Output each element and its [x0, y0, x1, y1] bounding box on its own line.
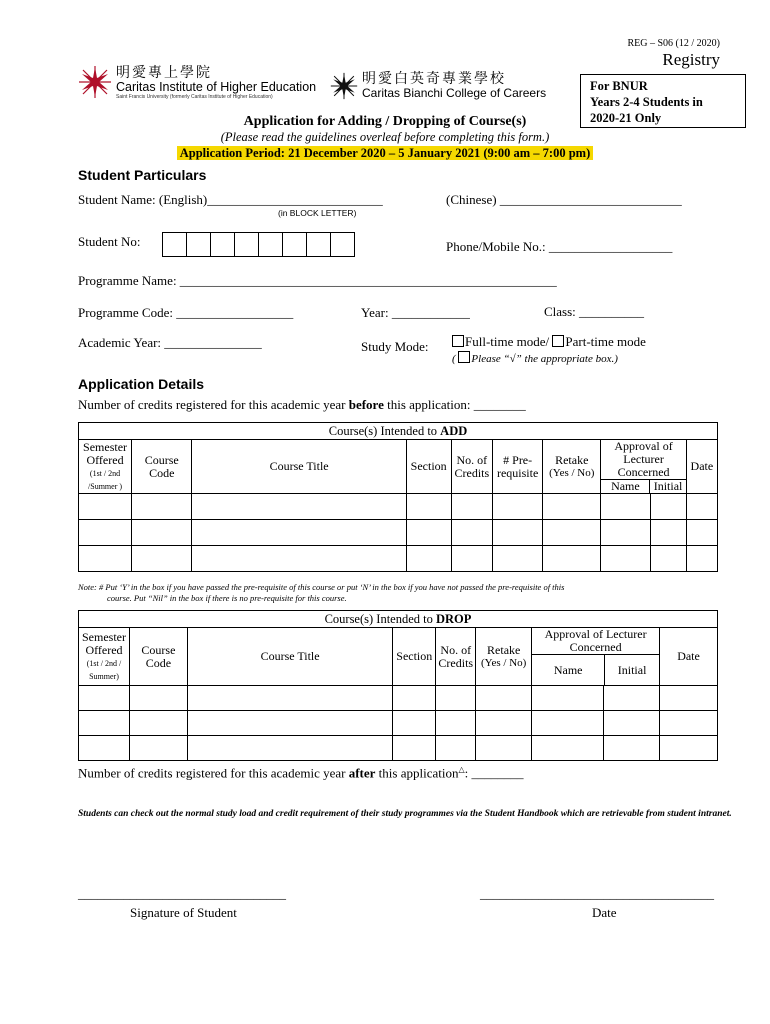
credits-header: No. of Credits [451, 440, 493, 494]
digit-box[interactable] [162, 232, 187, 257]
cbcc-chinese-name: 明愛白英奇專業學校 [362, 71, 506, 87]
form-reference: REG – S06 (12 / 2020) [627, 38, 720, 49]
drop-table-caption: Course(s) Intended to DROP [79, 611, 718, 628]
section-header: Section [393, 628, 436, 686]
table-row[interactable] [79, 736, 718, 761]
date-label: Date [592, 905, 617, 920]
retake-header: Retake (Yes / No) [476, 628, 532, 686]
drop-courses-table [78, 610, 718, 761]
audience-line: 2020-21 Only [590, 111, 662, 125]
part-time-checkbox[interactable] [552, 335, 564, 347]
table-row[interactable] [79, 686, 718, 711]
full-time-label: Full-time mode/ [465, 334, 553, 349]
student-no-label: Student No: [78, 234, 141, 249]
table-row[interactable] [79, 546, 718, 572]
date-header: Date [660, 628, 718, 686]
course-title-header: Course Title [192, 440, 406, 494]
tick-instruction: ( Please “√” the appropriate box.) [452, 353, 618, 365]
retake-header: Retake (Yes / No) [543, 440, 601, 494]
caritas-cross-icon [330, 72, 358, 100]
credits-before-field[interactable]: Number of credits registered for this academic year before this application: ________ [78, 397, 526, 412]
programme-code-field[interactable]: Programme Code: __________________ [78, 305, 294, 320]
prerequisite-note: Note: # Put ‘Y’ in the box if you have passed the pre-requisite of this course or put ‘N’ in the box if you have not passed the pre-requisite of this course. Put “Nil” in the box if there is no pre-requisite for this course. [78, 582, 565, 603]
audience-line: For BNUR [590, 79, 648, 93]
course-code-header: Course Code [132, 440, 192, 494]
signature-label: Signature of Student [130, 905, 237, 920]
cbcc-english-name: Caritas Bianchi College of Careers [362, 86, 547, 100]
section-header: Section [406, 440, 451, 494]
study-mode-label: Study Mode: [361, 339, 429, 354]
semester-header: Semester Offered (1st / 2nd /Summer ) [79, 440, 132, 494]
credits-after-field[interactable]: Number of credits registered for this academic year after this application△: ________ [78, 765, 524, 781]
cihe-logo [78, 66, 316, 100]
table-row[interactable] [79, 711, 718, 736]
study-mode-options [452, 334, 646, 350]
table-row[interactable] [79, 520, 718, 546]
course-title-header: Course Title [187, 628, 392, 686]
programme-name-field[interactable]: Programme Name: __________________________________________________________ [78, 273, 557, 288]
semester-header: Semester Offered (1st / 2nd / Summer) [79, 628, 130, 686]
form-title: Application for Adding / Dropping of Course(s) [243, 114, 527, 129]
part-time-label: Part-time mode [565, 334, 646, 349]
add-courses-table [78, 422, 718, 572]
digit-box[interactable] [330, 232, 355, 257]
digit-box[interactable] [234, 232, 259, 257]
add-table-caption: Course(s) Intended to ADD [79, 423, 718, 440]
date-line[interactable]: ____________________________________ [480, 886, 714, 901]
signature-line[interactable]: ________________________________ [78, 886, 286, 901]
year-field[interactable]: Year: ____________ [361, 305, 470, 320]
class-field[interactable]: Class: __________ [544, 304, 645, 319]
prerequisite-header: # Pre- requisite [493, 440, 543, 494]
cihe-tagline: Saint Francis University (formerly Caritas Institute of Higher Education) [116, 94, 273, 100]
digit-box[interactable] [306, 232, 331, 257]
cihe-chinese-name: 明愛專上學院 [116, 65, 212, 81]
digit-box[interactable] [186, 232, 211, 257]
digit-box[interactable] [210, 232, 235, 257]
department-name: Registry [662, 50, 720, 69]
academic-year-field[interactable]: Academic Year: _______________ [78, 335, 262, 350]
credits-header: No. of Credits [436, 628, 476, 686]
form-instruction: (Please read the guidelines overleaf before completing this form.) [220, 130, 550, 144]
handbook-note: Students can check out the normal study load and credit requirement of their study programmes via the Student Handbook which are retrievable from student intranet. [78, 809, 732, 819]
digit-box[interactable] [258, 232, 283, 257]
cihe-english-name: Caritas Institute of Higher Education [116, 80, 317, 94]
block-letter-hint: (in BLOCK LETTER) [278, 208, 357, 218]
sample-checkbox [458, 351, 470, 363]
application-period: Application Period: 21 December 2020 – 5 January 2021 (9:00 am – 7:00 pm) [0, 146, 770, 161]
phone-field[interactable]: Phone/Mobile No.: ___________________ [446, 239, 673, 254]
student-name-english-field[interactable]: Student Name: (English)___________________________ [78, 192, 383, 207]
cbcc-logo [330, 72, 546, 100]
date-header: Date [686, 440, 717, 494]
table-row[interactable] [79, 494, 718, 520]
audience-line: Years 2-4 Students in [590, 95, 703, 109]
approval-header: Approval of Lecturer Concerned Name Initial [532, 628, 660, 686]
digit-box[interactable] [282, 232, 307, 257]
student-particulars-heading: Student Particulars [78, 167, 207, 183]
student-no-boxes[interactable] [163, 232, 355, 257]
student-name-chinese-field[interactable]: (Chinese) ____________________________ [446, 192, 682, 207]
caritas-cross-icon [78, 66, 112, 98]
course-code-header: Course Code [129, 628, 187, 686]
full-time-checkbox[interactable] [452, 335, 464, 347]
application-details-heading: Application Details [78, 376, 205, 392]
approval-header: Approval of Lecturer Concerned Name Initial [601, 440, 686, 494]
